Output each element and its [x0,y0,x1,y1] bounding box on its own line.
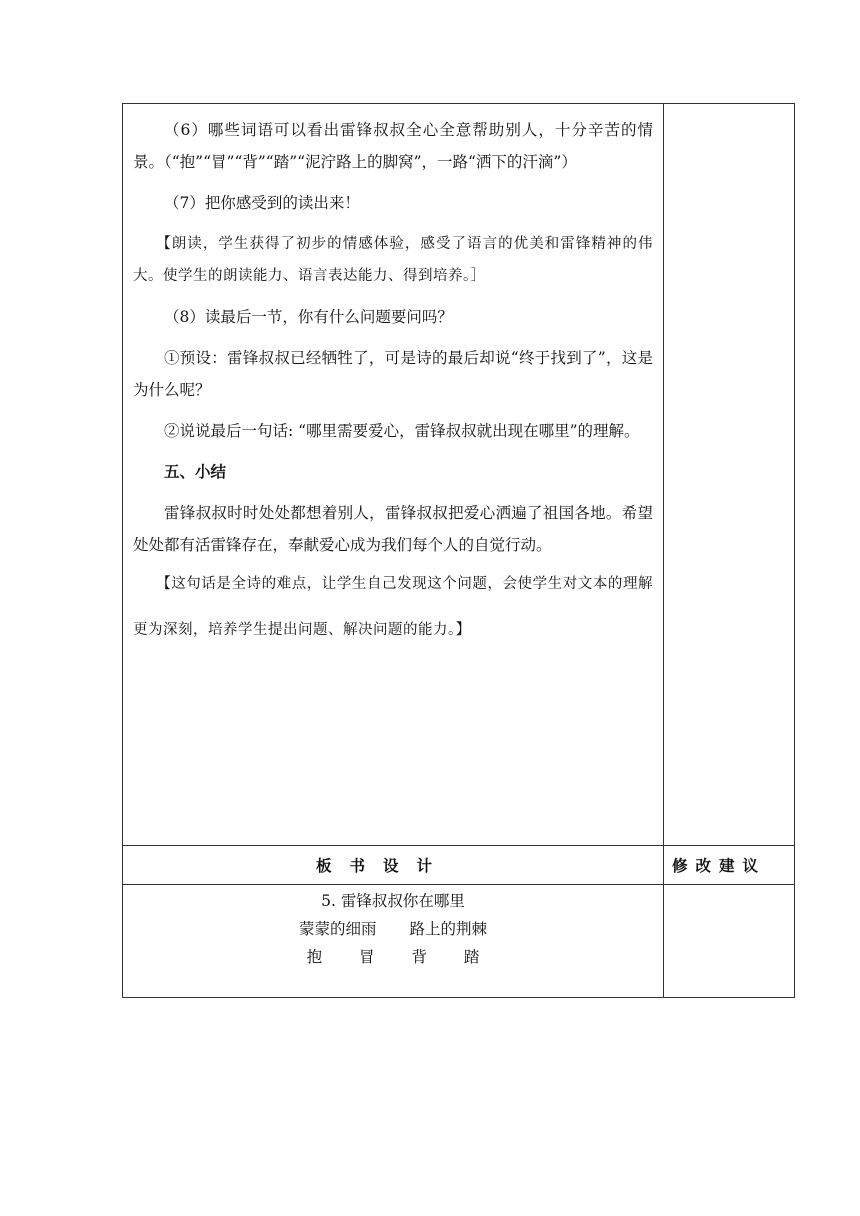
board-row [123,885,795,998]
board-design-cell [123,885,664,998]
last-line-paragraph: ②说说最后一句话: “哪里需要爱心，雷锋叔叔就出现在哪里”的理解。 [164,422,640,440]
board-phrase-thorns: 路上的荆棘 [409,920,487,938]
lesson-plan-table [122,103,795,998]
board-verb-bao: 抱 [306,948,323,966]
preset-answer-paragraph: ①预设：雷锋叔叔已经牺牲了，可是诗的最后却说“终于找到了”，这是为什么呢？ [133,349,653,399]
board-design-header: 板书设计 [123,846,664,885]
revision-notes-cell [664,885,795,998]
board-phrase-drizzle: 蒙蒙的细雨 [299,920,377,938]
summary-heading: 五、小结 [164,463,227,481]
difficulty-commentary: 【这句话是全诗的难点，让学生自己发现这个问题，会使学生对文本的理解更为深刻，培养学生提出问题、解决问题的能力。】 [133,576,653,638]
teaching-process-cell [123,104,664,846]
side-notes-cell [664,104,795,846]
board-verb-ta: 踏 [463,948,480,966]
question-7-paragraph: （7）把你感受到的读出来！ [164,194,360,212]
board-verb-bei: 背 [411,948,427,966]
board-line-3 [123,943,663,971]
question-6-paragraph: （6）哪些词语可以看出雷锋叔叔全心全意帮助别人，十分辛苦的情景。（“抱”“冒”“背”“踏”“泥泞路上的脚窝”，一路“洒下的汗滴”） [133,121,653,171]
reading-commentary: 【朗读，学生获得了初步的情感体验，感受了语言的优美和雷锋精神的伟大。使学生的朗读能力、语言表达能力、得到培养。］ [133,236,653,284]
board-line-2 [123,915,663,943]
board-title: 5. 雷锋叔叔你在哪里 [321,892,465,910]
question-8-paragraph: （8）读最后一节，你有什么问题要问吗？ [164,308,453,326]
teaching-process-row [123,104,795,846]
section-header-row [123,846,795,885]
summary-paragraph: 雷锋叔叔时时处处都想着别人，雷锋叔叔把爱心洒遍了祖国各地。希望处处都有活雷锋存在，奉献爱心成为我们每个人的自觉行动。 [133,504,653,554]
board-verb-mao: 冒 [359,948,375,966]
revision-suggestions-header: 修改建议 [664,846,795,885]
